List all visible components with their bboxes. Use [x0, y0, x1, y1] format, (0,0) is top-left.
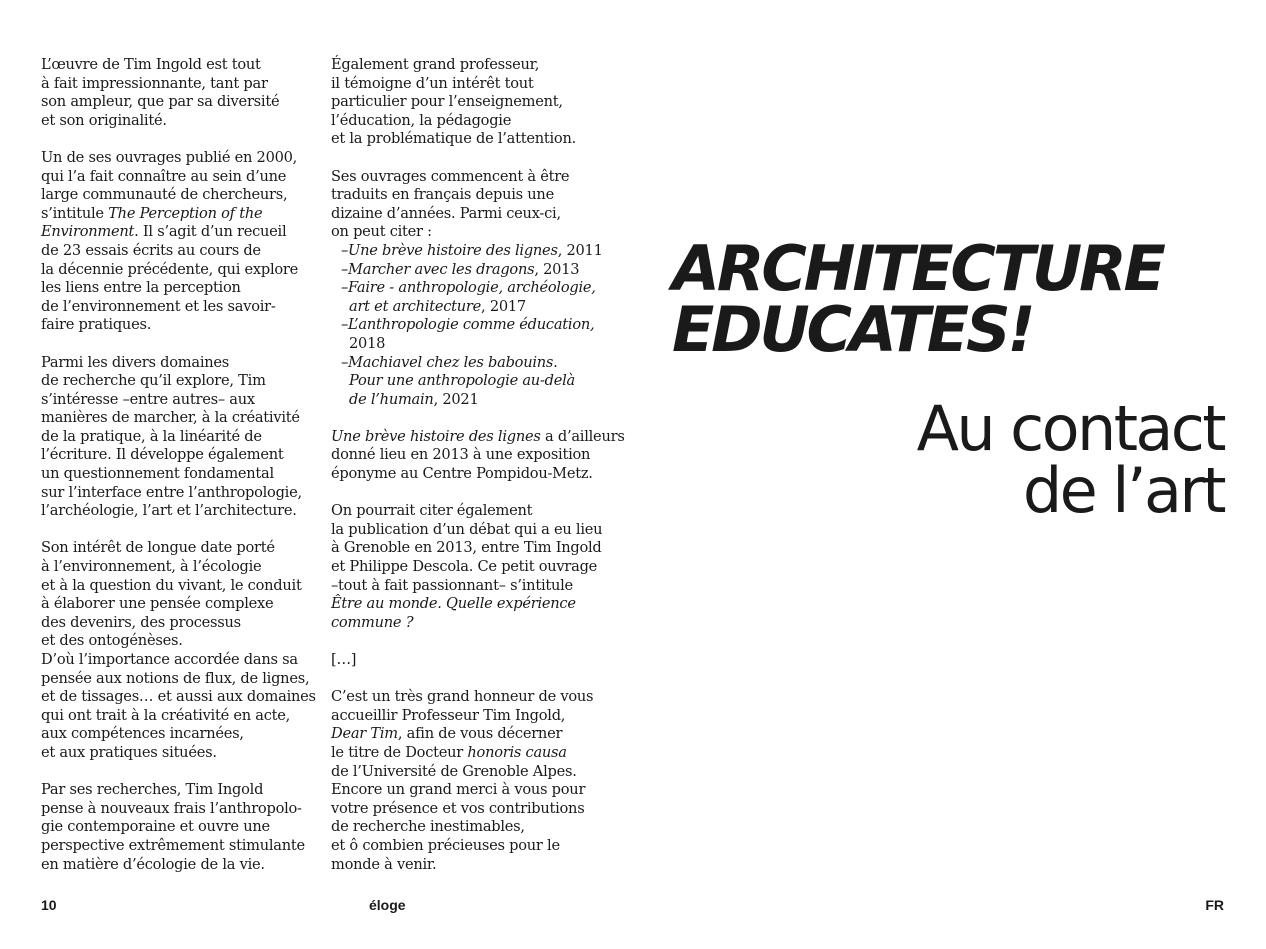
book-year: , 2021: [433, 390, 479, 408]
text-line: et aux pratiques situées.: [41, 743, 217, 761]
text-line: Un de ses ouvrages publié en 2000,: [41, 148, 298, 166]
text-line: et à la question du vivant, le conduit: [41, 576, 302, 594]
text-line: –tout à fait passionnant– s’intitule: [331, 576, 573, 594]
book-item-continued: [331, 372, 606, 391]
book-item: [331, 242, 606, 261]
text-column-middle: [331, 56, 625, 874]
text-line: et de tissages… et aussi aux domaines: [41, 688, 316, 706]
text-line: particulier pour l’enseignement,: [331, 93, 563, 111]
paragraph-translations: [331, 168, 606, 242]
text-line: manières de marcher, à la créativité: [41, 409, 300, 427]
text-line: accueillir Professeur Tim Ingold,: [331, 706, 566, 724]
text-line: perspective extrêmement stimulante: [41, 836, 305, 854]
book-year: , 2017: [481, 297, 526, 315]
text-line: éponyme au Centre Pompidou-Metz.: [331, 465, 593, 483]
section-label: éloge: [369, 897, 406, 913]
text-line: [331, 725, 606, 744]
text-line: et son originalité.: [41, 111, 167, 129]
book-title: commune ?: [331, 613, 414, 631]
text-line: l’écriture. Il développe également: [41, 446, 284, 464]
text-line: [331, 427, 625, 447]
emphasis: Dear Tim: [331, 725, 398, 743]
text-line: D’où l’importance accordée dans sa: [41, 651, 298, 668]
book-year: 2018: [349, 334, 386, 352]
book-title: –Marcher avec les dragons: [341, 260, 535, 278]
text-line: faire pratiques.: [41, 316, 152, 334]
book-title: The Perception of the: [108, 204, 263, 222]
text-line: dizaine d’années. Parmi ceux-ci,: [331, 204, 561, 222]
book-title: –Une brève histoire des lignes: [341, 241, 558, 259]
text-line: aux compétences incarnées,: [41, 725, 244, 743]
text-line: Ses ouvrages commencent à être: [331, 167, 570, 185]
text-line: votre présence et vos contributions: [331, 799, 585, 817]
text-line: en matière d’écologie de la vie.: [41, 855, 265, 873]
title-french-line: Au contact: [916, 392, 1224, 465]
text-line: [41, 205, 316, 224]
book-title: Être au monde. Quelle expérience: [331, 595, 576, 613]
text-line: [331, 744, 606, 763]
title-english-line: ARCHITECTURE: [672, 232, 1163, 305]
text-line: C’est un très grand honneur de vous: [331, 688, 594, 706]
text-run: . Il s’agit d’un recueil: [134, 223, 287, 241]
text-line: à l’environnement, à l’écologie: [41, 558, 262, 576]
text-line: de l’environnement et les savoir-: [41, 297, 276, 315]
paragraph-ecology: [41, 539, 316, 762]
text-line: qui ont trait à la créativité en acte,: [41, 706, 291, 724]
emphasis: honoris causa: [467, 743, 567, 761]
text-line: et la problématique de l’attention.: [331, 130, 576, 148]
text-line: Également grand professeur,: [331, 56, 540, 73]
text-line: à élaborer une pensée complexe: [41, 595, 274, 613]
book-item-continued: [331, 391, 606, 410]
book-title: Une brève histoire des lignes: [331, 427, 541, 445]
text-line: [331, 595, 606, 614]
book-title: –L’anthropologie comme éducation,: [341, 316, 595, 334]
paragraph-honoris-causa: [331, 688, 606, 874]
text-line: on peut citer :: [331, 223, 432, 241]
book-item: [331, 354, 606, 373]
text-line: gie contemporaine et ouvre une: [41, 818, 270, 836]
text-line: qui l’a fait connaître au sein d’une: [41, 167, 287, 185]
text-line: les liens entre la perception: [41, 279, 241, 297]
paragraph-debate: [331, 502, 606, 632]
text-line: l’archéologie, l’art et l’architecture.: [41, 502, 297, 520]
text-line: de recherche inestimables,: [331, 818, 525, 836]
text-line: la publication d’un débat qui a eu lieu: [331, 520, 603, 538]
book-title: Environment: [41, 223, 135, 241]
text-run: , afin de vous décerner: [397, 725, 563, 743]
text-line: son ampleur, que par sa diversité: [41, 93, 280, 111]
title-french-line: de l’art: [1022, 454, 1224, 527]
text-run: le titre de Docteur: [331, 743, 468, 761]
text-line: des devenirs, des processus: [41, 613, 241, 631]
text-run: s’intitule: [41, 204, 109, 222]
text-line: à Grenoble en 2013, entre Tim Ingold: [331, 539, 602, 557]
text-line: et des ontogénèses.: [41, 632, 183, 650]
ellipsis: […]: [331, 651, 357, 668]
text-line: et ô combien précieuses pour le: [331, 836, 560, 854]
paragraph-anthropology: [41, 781, 316, 874]
text-line: [331, 614, 606, 633]
text-line: traduits en français depuis une: [331, 186, 554, 204]
paragraph-teaching: [331, 56, 606, 149]
paragraph-perception: [41, 149, 316, 335]
text-line: large communauté de chercheurs,: [41, 186, 288, 204]
book-item: [331, 316, 606, 335]
text-line: Son intérêt de longue date porté: [41, 539, 275, 557]
paragraph-intro: [41, 56, 316, 130]
text-line: et Philippe Descola. Ce petit ouvrage: [331, 558, 598, 576]
text-line: On pourrait citer également: [331, 502, 533, 520]
text-line: il témoigne d’un intérêt tout: [331, 74, 534, 92]
text-line: de recherche qu’il explore, Tim: [41, 372, 266, 390]
language-label: FR: [1205, 897, 1224, 913]
book-year: , 2013: [534, 260, 580, 278]
book-title: de l’humain: [349, 390, 434, 408]
text-line: Parmi les divers domaines: [41, 353, 230, 371]
book-year: , 2011: [557, 241, 603, 259]
text-line: sur l’interface entre l’anthropologie,: [41, 483, 302, 501]
text-line: s’intéresse –entre autres– aux: [41, 390, 255, 408]
text-line: Encore un grand merci à vous pour: [331, 781, 586, 799]
book-item: [331, 279, 606, 298]
text-line: de 23 essais écrits au cours de: [41, 241, 261, 259]
book-title: –Faire - anthropologie, archéologie,: [341, 279, 596, 297]
title-english: [672, 232, 1163, 366]
text-line: de l’Université de Grenoble Alpes.: [331, 762, 577, 780]
title-english-line: EDUCATES!: [672, 293, 1033, 366]
text-line: un questionnement fondamental: [41, 465, 274, 483]
text-line: Par ses recherches, Tim Ingold: [41, 781, 264, 799]
title-french: [916, 392, 1224, 527]
book-list: [331, 242, 606, 409]
text-line: pensée aux notions de flux, de lignes,: [41, 669, 310, 687]
paragraph-exhibition: [331, 427, 625, 484]
text-line: pense à nouveaux frais l’anthropolo-: [41, 799, 302, 817]
book-title: art et architecture: [349, 297, 482, 315]
book-item: [331, 261, 606, 280]
book-title: Pour une anthropologie au-delà: [349, 372, 575, 390]
page-number: 10: [41, 897, 57, 913]
text-line: monde à venir.: [331, 855, 437, 873]
text-line: à fait impressionnante, tant par: [41, 74, 268, 92]
text-run: a d’ailleurs: [540, 427, 625, 445]
text-line: donné lieu en 2013 à une exposition: [331, 446, 591, 464]
text-line: la décennie précédente, qui explore: [41, 260, 299, 278]
text-line: L’œuvre de Tim Ingold est tout: [41, 56, 261, 73]
text-column-left: [41, 56, 316, 874]
book-title: –Machiavel chez les babouins.: [341, 353, 558, 371]
book-item-continued: [331, 298, 606, 317]
text-line: [41, 223, 316, 242]
text-line: l’éducation, la pédagogie: [331, 111, 512, 129]
paragraph-research-domains: [41, 354, 316, 521]
text-line: de la pratique, à la linéarité de: [41, 427, 262, 445]
